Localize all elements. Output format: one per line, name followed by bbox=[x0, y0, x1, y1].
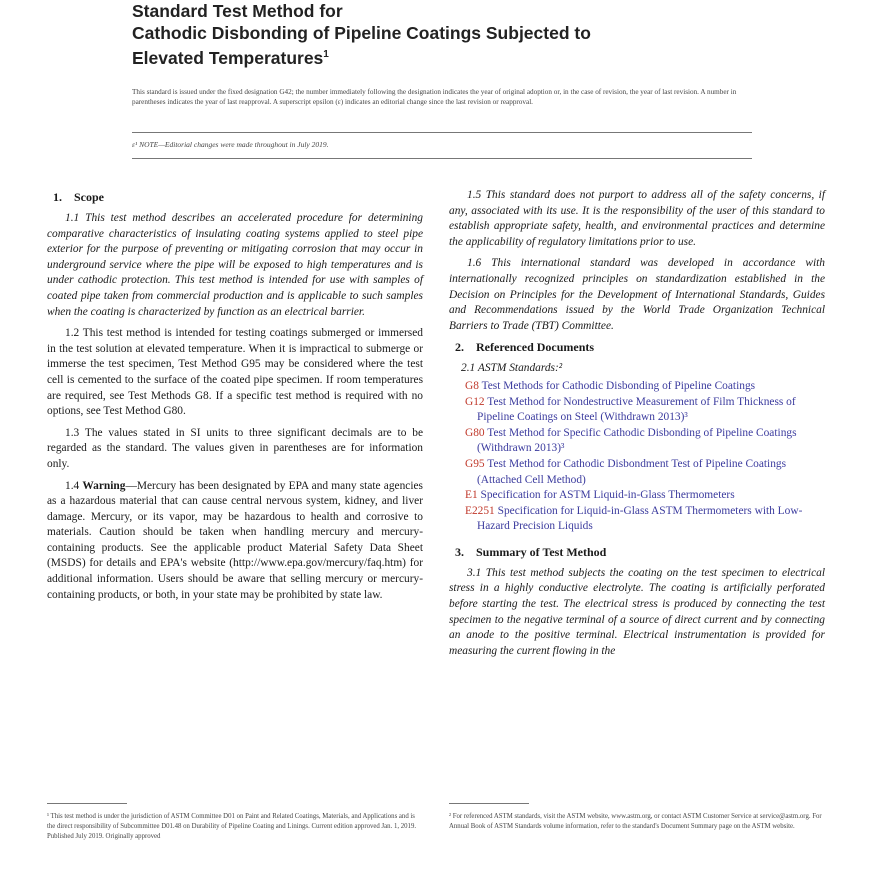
paragraph-1-5: 1.5 This standard does not purport to address all of the safety concerns, if any, associated with its use. It is the responsibility of the user of this standard to establish appropriate safety, health, and environmental practices and determine the applicability of regulatory limitations prior to use. bbox=[449, 189, 825, 248]
title-line-1: Standard Test Method for bbox=[132, 1, 343, 21]
reference-item[interactable]: E1 Specification for ASTM Liquid-in-Glass Thermometers bbox=[465, 489, 735, 502]
document-title bbox=[132, 0, 772, 69]
reference-item[interactable]: G95 Test Method for Cathodic Disbondment Test of Pipeline Coatings (Attached Cell Method) bbox=[465, 457, 787, 486]
reference-item[interactable]: G80 Test Method for Specific Cathodic Disbonding of Pipeline Coatings (Withdrawn 2013)³ bbox=[465, 426, 797, 455]
designation-note: This standard is issued under the fixed designation G42; the number immediately following the designation indicates the year of original adoption or, in the case of revision, the year of last revision. A number in parentheses indicates the year of last reapproval. A superscript epsilon (ε) indicates an editorial change since the last revision or reapproval. bbox=[132, 88, 737, 106]
title-line-2: Cathodic Disbonding of Pipeline Coatings Subjected to bbox=[132, 23, 591, 43]
reference-item[interactable]: G12 Test Method for Nondestructive Measurement of Film Thickness of Pipeline Coatings on Steel (Withdrawn 2013)³ bbox=[465, 395, 796, 424]
title-line-3: Elevated Temperatures$^1$ bbox=[132, 47, 329, 68]
header-divider-bottom bbox=[132, 158, 752, 159]
footnote-1: ¹ This test method is under the jurisdiction of ASTM Committee D01 on Paint and Related Coatings, Materials, and Applications and is the direct responsibility of Subcommittee D01.48 on Durability of Pipeline Coating and Linings. Current edition approved Jan. 1, 2019. Published July 2019. Originally approved bbox=[47, 813, 417, 840]
reference-item[interactable]: E2251 Specification for Liquid-in-Glass ASTM Thermometers with Low-Hazard Precision Liquids bbox=[465, 504, 803, 533]
paragraph-1-4: 1.4 Warning—Mercury has been designated by EPA and many state agencies as a hazardous material that can cause central nervous system, kidney, and liver damage. Mercury, or its vapor, may be hazardous to health and corrosive to materials. Caution should be taken when handling mercury and mercury-containing products. See the applicable product Material Safety Data Sheet (MSDS) for details and EPA's website (http://www.epa.gov/mercury/faq.htm) for additional information. Users should be aware that selling mercury or mercury-containing products, or both, in your state may be prohibited by state law. bbox=[47, 479, 423, 601]
paragraph-3-1: 3.1 This test method subjects the coating on the test specimen to electrical stress in a highly conductive electrolyte. The coating is artificially perforated before starting the test. The electrical stress is produced by connecting the test specimen to the negative terminal of a source of direct current and by connecting an anode to the positive terminal. Electrical instrumentation is provided for measuring the current flowing in the bbox=[449, 566, 825, 657]
right-column bbox=[449, 188, 825, 665]
paragraph-1-2: 1.2 This test method is intended for testing coatings submerged or immersed in the test solution at elevated temperature. When it is impractical to submerge or immerse the test specimen, Test Method G95 may be considered where the test cell is cemented to the surface of the coated pipe specimen. If room temperatures are required, see Test Methods G8. If a specific test method is required with no options, see Test Method G80. bbox=[47, 327, 423, 418]
section-heading-scope: 1. Scope bbox=[53, 190, 104, 204]
title-footnote-mark: 1 bbox=[323, 49, 329, 60]
reference-list bbox=[449, 379, 825, 535]
astm-standards-label: 2.1 ASTM Standards:² bbox=[461, 362, 563, 375]
paragraph-1-6: 1.6 This international standard was developed in accordance with internationally recognized principles on standardization established in the Decision on Principles for the Development of International Standards, Guides and Recommendations issued by the World Trade Organization Technical Barriers to Trade (TBT) Committee. bbox=[449, 257, 825, 332]
section-heading-summary: 3. Summary of Test Method bbox=[455, 544, 607, 559]
header-divider-top bbox=[132, 132, 752, 133]
paragraph-1-1: 1.1 This test method describes an accelerated procedure for determining comparative characteristics of insulating coating systems applied to steel pipe exterior for the purpose of preventing or mitigating corrosion that may occur in underground service where the pipe will be exposed to high temperatures and is under cathodic protection. This test method is intended for use with samples of coated pipe taken from commercial production and is applicable to such samples when the coating is characterized by function as an electrical barrier. bbox=[47, 212, 423, 318]
left-column bbox=[47, 190, 423, 609]
reference-item[interactable]: G8 Test Methods for Cathodic Disbonding of Pipeline Coatings bbox=[465, 379, 756, 392]
footnote-divider-left bbox=[47, 803, 127, 804]
editorial-change-note: ε¹ NOTE—Editorial changes were made throughout in July 2019. bbox=[132, 140, 329, 149]
section-heading-referenced-documents: 2. Referenced Documents bbox=[455, 340, 595, 355]
footnote-divider-right bbox=[449, 803, 529, 804]
paragraph-1-3: 1.3 The values stated in SI units to three significant decimals are to be regarded as the standard. The values given in parentheses are for information only. bbox=[47, 426, 423, 470]
footnote-2: ² For referenced ASTM standards, visit the ASTM website, www.astm.org, or contact ASTM Customer Service at service@astm.org. For Annual Book of ASTM Standards volume information, refer to the standard's Document Summary page on the ASTM website. bbox=[449, 813, 822, 830]
